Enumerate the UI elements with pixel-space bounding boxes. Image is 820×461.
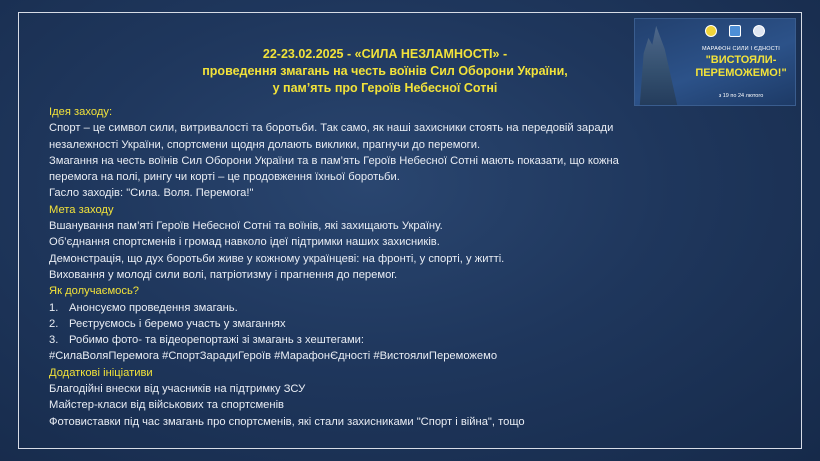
join-heading: Як долучаємось? <box>49 285 140 298</box>
marathon-banner-image <box>634 18 796 106</box>
banner-subtitle: МАРАФОН СИЛИ І ЄДНОСТІ <box>701 46 781 52</box>
slide-title <box>150 46 620 97</box>
idea-heading: Ідея заходу: <box>49 106 113 118</box>
idea-text-4: перемога на полі, рингу чи корті – це продовження їхньої боротьби. <box>49 171 400 184</box>
step-number: 3. <box>49 334 59 347</box>
slide-body <box>49 104 759 430</box>
title-line-1: 22-23.02.2025 - «СИЛА НЕЗЛАМНОСТІ» - <box>262 47 508 61</box>
goal-heading: Мета заходу <box>49 203 114 216</box>
step-text: Анонсуємо проведення змагань. <box>69 301 238 314</box>
emblem-logo-3 <box>753 25 765 37</box>
banner-logos <box>705 25 765 37</box>
step-text: Робимо фото- та відеорепортажі зі змагань з хештегами: <box>69 334 364 347</box>
goal-item-3: Демонстрація, що дух боротьби живе у кожному українцеві: на фронті, у спорті, у житті. <box>49 252 505 265</box>
extra-item-2: Майстер-класи від військових та спортсменів <box>49 399 284 412</box>
banner-slogan-line-2: ПЕРЕМОЖЕМО!" <box>695 67 787 79</box>
banner-slogan <box>687 54 795 80</box>
title-line-2: проведення змагань на честь воїнів Сил Оборони України, <box>202 64 568 78</box>
step-text: Реєтруємось і беремо участь у змаганнях <box>69 317 286 330</box>
extra-item-1: Благодійні внески від учасників на підтримку ЗСУ <box>49 383 306 396</box>
join-step-3 <box>49 332 759 348</box>
title-line-3: у пам’ять про Героїв Небесної Сотні <box>272 81 498 95</box>
idea-text-1: Спорт – це символ сили, витривалості та боротьби. Так само, як наші захисники стоять на передовій заради <box>49 122 614 135</box>
join-step-1 <box>49 300 759 316</box>
goal-item-2: Об’єднання спортсменів і громад навколо ідеї підтримки наших захисників. <box>49 236 440 249</box>
idea-text-3: Змагання на честь воїнів Сил Оборони України та в пам’ять Героїв Небесної Сотні мають показати, що кожна <box>49 154 619 167</box>
join-step-2 <box>49 316 759 332</box>
emblem-logo-1 <box>705 25 717 37</box>
idea-text-2: незалежності України, спортсмени щодня долають виклики, прагнучи до перемоги. <box>49 138 481 151</box>
banner-slogan-line-1: "ВИСТОЯЛИ- <box>705 54 777 66</box>
extra-heading: Додаткові ініціативи <box>49 366 153 379</box>
step-number: 2. <box>49 317 59 330</box>
extra-item-3: Фотовиставки під час змагань про спортсменів, які стали захисниками "Спорт і війна", тощо <box>49 415 525 428</box>
goal-item-4: Виховання у молоді сили волі, патріотизму і прагнення до перемог. <box>49 268 398 281</box>
goal-item-1: Вшанування пам’яті Героїв Небесної Сотні та воїнів, які захищають Україну. <box>49 220 443 233</box>
hashtags: #СилаВоляПеремога #СпортЗарадиГероїв #МарафонЄдності #ВистоялиПереможемо <box>49 350 498 363</box>
emblem-logo-2 <box>729 25 741 37</box>
step-number: 1. <box>49 301 59 314</box>
banner-dates: з 19 по 24 лютого <box>718 93 764 99</box>
idea-slogan: Гасло заходів: "Сила. Воля. Перемога!" <box>49 187 254 200</box>
monument-silhouette <box>635 19 683 105</box>
